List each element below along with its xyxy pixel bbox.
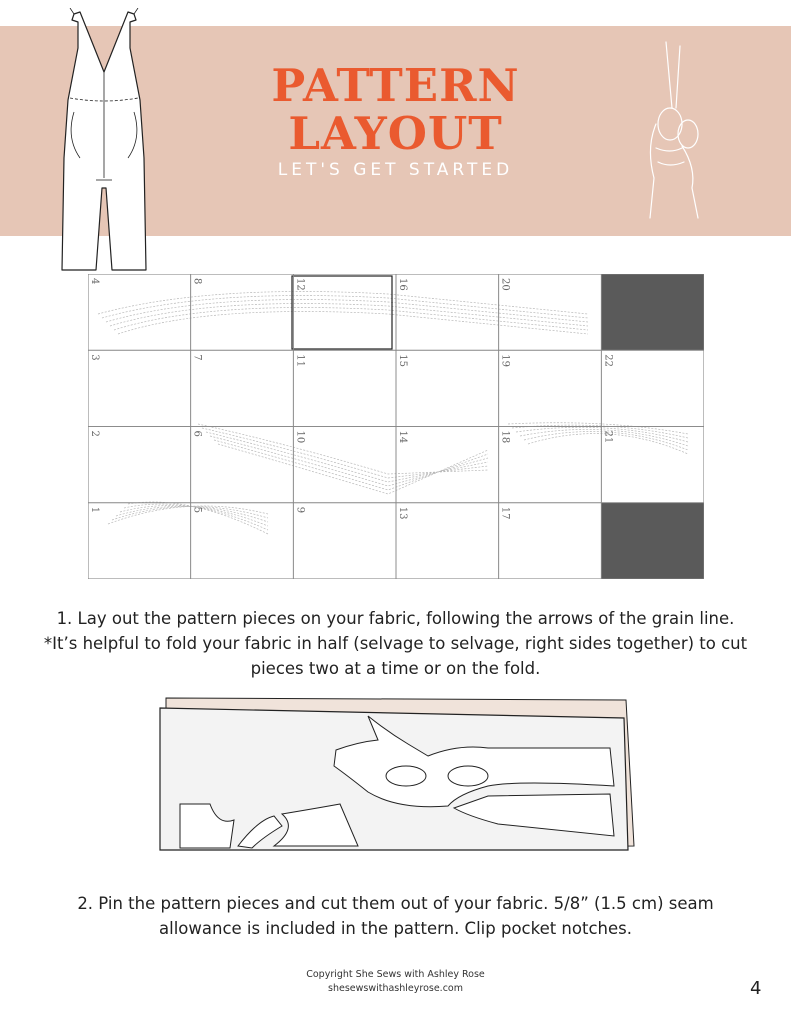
grid-cell-number: 19 bbox=[499, 354, 511, 367]
title-line-1: PATTERN bbox=[271, 59, 520, 112]
grid-cell-number: 2 bbox=[89, 430, 100, 437]
website-url: shesewswithashleyrose.com bbox=[328, 983, 463, 994]
grid-cell-number: 10 bbox=[294, 430, 306, 444]
grid-cell-number: 7 bbox=[191, 354, 203, 361]
grid-cell-number: 11 bbox=[294, 354, 306, 367]
fabric-layout-illustration bbox=[158, 696, 638, 852]
grid-cell-number: 13 bbox=[397, 506, 408, 520]
instruction-step-1: 1. Lay out the pattern pieces on your fabric, following the arrows of the grain line. *It’s helpful to fold your fabric in half (selvage to selvage, right sides together) to cut pieces two at a time or on the fold. bbox=[43, 609, 748, 678]
grid-cell-empty bbox=[601, 274, 704, 350]
grid-cell-number: 5 bbox=[191, 506, 203, 514]
grid-cell-number: 14 bbox=[397, 430, 408, 444]
grid-cell-number: 20 bbox=[499, 278, 511, 291]
grid-cell-number: 9 bbox=[294, 506, 306, 514]
overalls-illustration bbox=[44, 8, 164, 272]
grid-cell-number: 22 bbox=[602, 354, 614, 367]
copyright-text: Copyright She Sews with Ashley Rose bbox=[306, 969, 485, 980]
page-subtitle: LET'S GET STARTED bbox=[277, 160, 514, 180]
grid-cell-number: 21 bbox=[602, 430, 614, 444]
scissors-hand-illustration bbox=[636, 38, 716, 220]
instruction-step-2: 2. Pin the pattern pieces and cut them out of your fabric. 5/8” (1.5 cm) seam allowance is included in the pattern. Clip pocket notches. bbox=[77, 894, 714, 938]
grid-cell-empty bbox=[601, 503, 704, 579]
grid-cell-number: 15 bbox=[397, 354, 408, 367]
grid-cell-number: 3 bbox=[89, 354, 100, 361]
page-title bbox=[200, 59, 591, 160]
page-number: 4 bbox=[750, 978, 762, 999]
grid-cell-number: 8 bbox=[191, 278, 203, 285]
grid-cell-number: 16 bbox=[397, 278, 408, 291]
grid-cell-number: 6 bbox=[191, 430, 203, 437]
grid-cell-number: 1 bbox=[89, 506, 100, 514]
pattern-grid-svg bbox=[88, 274, 704, 579]
grid-cell-number: 18 bbox=[499, 430, 511, 444]
grid-cell-number: 12 bbox=[294, 278, 306, 291]
copyright-block bbox=[240, 968, 551, 996]
grid-cell-number: 17 bbox=[499, 506, 511, 520]
pattern-layout-grid bbox=[88, 274, 704, 579]
title-line-2: LAYOUT bbox=[288, 107, 503, 160]
grid-cell-number: 4 bbox=[89, 278, 100, 285]
